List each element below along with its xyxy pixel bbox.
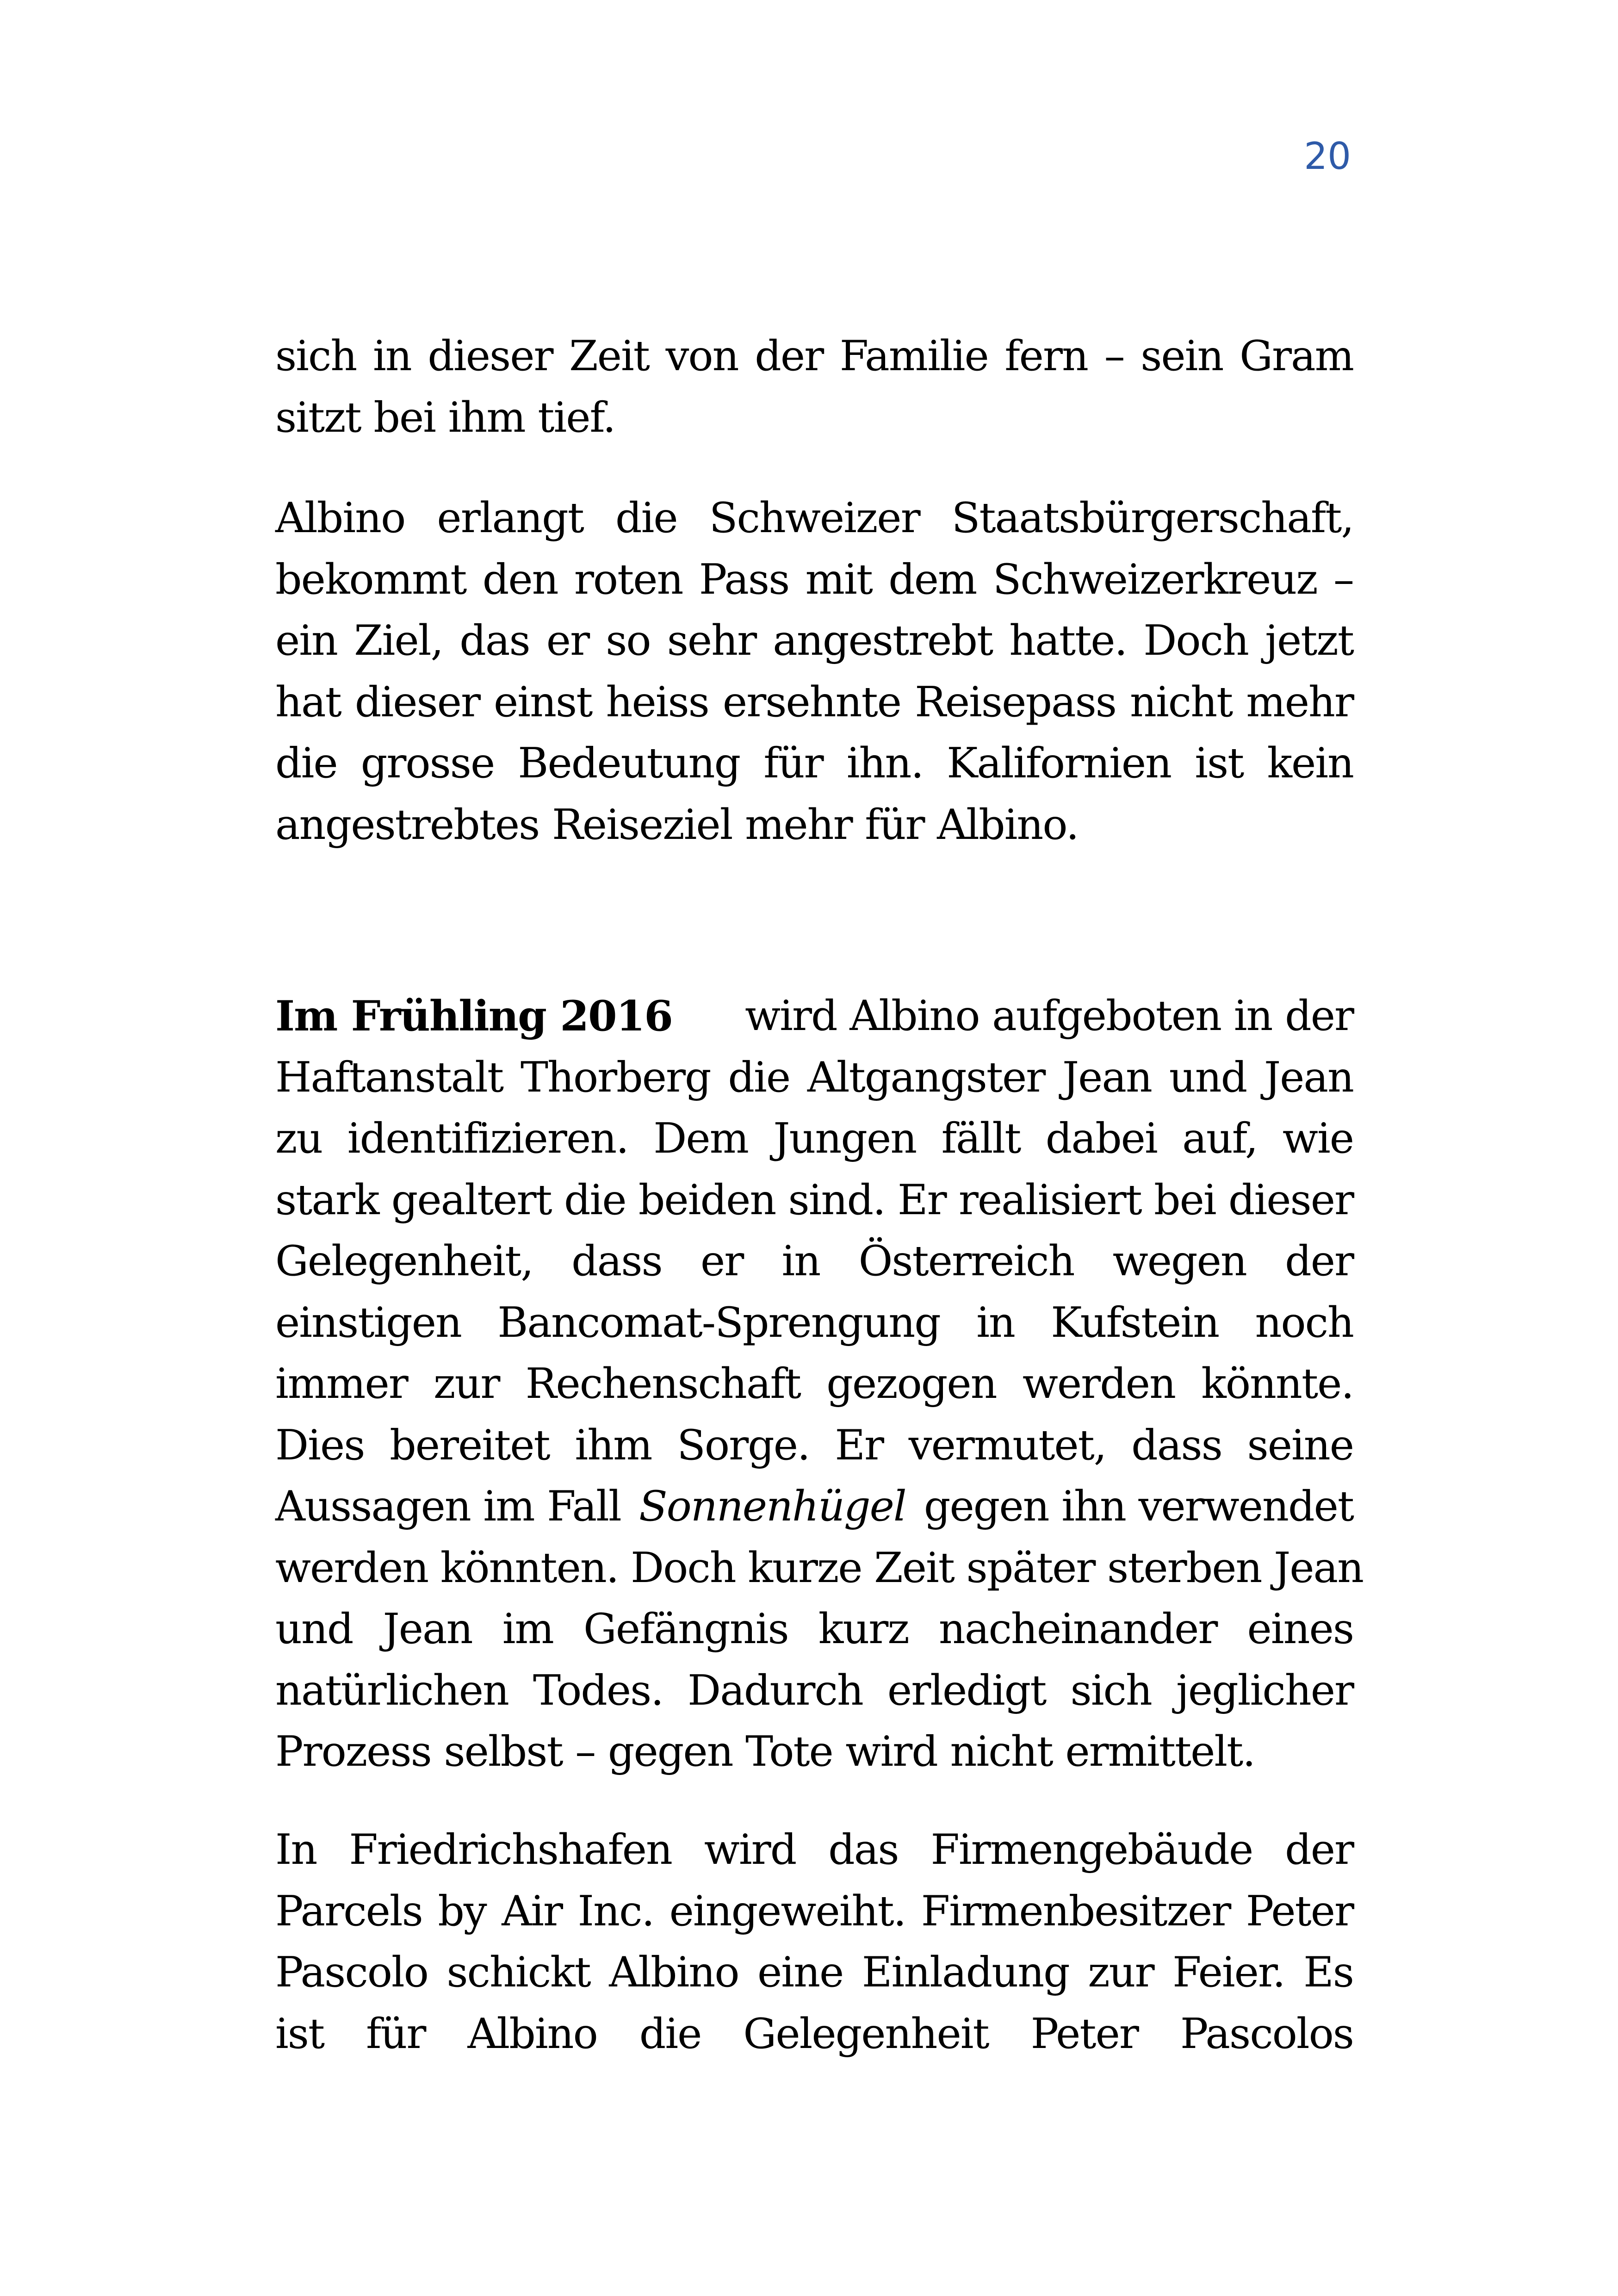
text-segment: Aussagen im Fall (275, 1482, 621, 1531)
text-line: Gelegenheit, dass er in Österreich wegen der (275, 1237, 1353, 1285)
text-line: bekommt den roten Pass mit dem Schweizerkreuz – (275, 555, 1353, 604)
bold-lead: Im Frühling 2016 (275, 992, 672, 1041)
text-line: Haftanstalt Thorberg die Altgangster Jean und Jean (275, 1053, 1353, 1102)
text-line: hat dieser einst heiss ersehnte Reisepass nicht mehr (275, 677, 1353, 726)
text-line: Dies bereitet ihm Sorge. Er vermutet, dass seine (275, 1421, 1353, 1470)
text-line (275, 986, 1353, 1047)
paragraph-2 (275, 488, 1353, 856)
text-segment: gegen ihn verwendet (924, 1482, 1353, 1531)
text-line: werden könnten. Doch kurze Zeit später sterben Jean (275, 1543, 1364, 1592)
text-line: natürlichen Todes. Dadurch erledigt sich jeglicher (275, 1666, 1353, 1715)
text-line-rest: wird Albino aufgeboten in der (745, 992, 1353, 1040)
text-line: und Jean im Gefängnis kurz nacheinander eines (275, 1605, 1353, 1653)
paragraph-3 (275, 986, 1364, 1783)
text-line: immer zur Rechenschaft gezogen werden könnte. (275, 1359, 1353, 1408)
text-line: zu identifizieren. Dem Jungen fällt dabei auf, wie (275, 1114, 1353, 1163)
text-line: sitzt bei ihm tief. (275, 393, 615, 442)
paragraph-1 (275, 326, 1353, 448)
paragraph-4 (275, 1819, 1353, 2065)
text-line: die grosse Bedeutung für ihn. Kalifornien ist kein (275, 739, 1353, 788)
text-line: einstigen Bancomat-Sprengung in Kufstein noch (275, 1298, 1353, 1347)
text-line: ein Ziel, das er so sehr angestrebt hatte. Doch jetzt (275, 616, 1353, 665)
text-line: stark gealtert die beiden sind. Er realisiert bei dieser (275, 1175, 1353, 1224)
text-line: Albino erlangt die Schweizer Staatsbürgerschaft, (275, 494, 1353, 542)
italic-term: Sonnenhügel (639, 1482, 906, 1531)
text-line: sich in dieser Zeit von der Familie fern – sein Gram (275, 332, 1353, 380)
text-line (275, 1476, 1353, 1538)
text-line: angestrebtes Reiseziel mehr für Albino. (275, 800, 1079, 849)
text-line: Pascolo schickt Albino eine Einladung zur Feier. Es (275, 1948, 1353, 1997)
text-line: In Friedrichshafen wird das Firmengebäude der (275, 1825, 1353, 1874)
text-line: Prozess selbst – gegen Tote wird nicht ermittelt. (275, 1727, 1255, 1776)
text-line: Parcels by Air Inc. eingeweiht. Firmenbesitzer Peter (275, 1886, 1353, 1936)
text-line: ist für Albino die Gelegenheit Peter Pascolos (275, 2009, 1353, 2058)
page-number: 20 (1304, 135, 1351, 178)
